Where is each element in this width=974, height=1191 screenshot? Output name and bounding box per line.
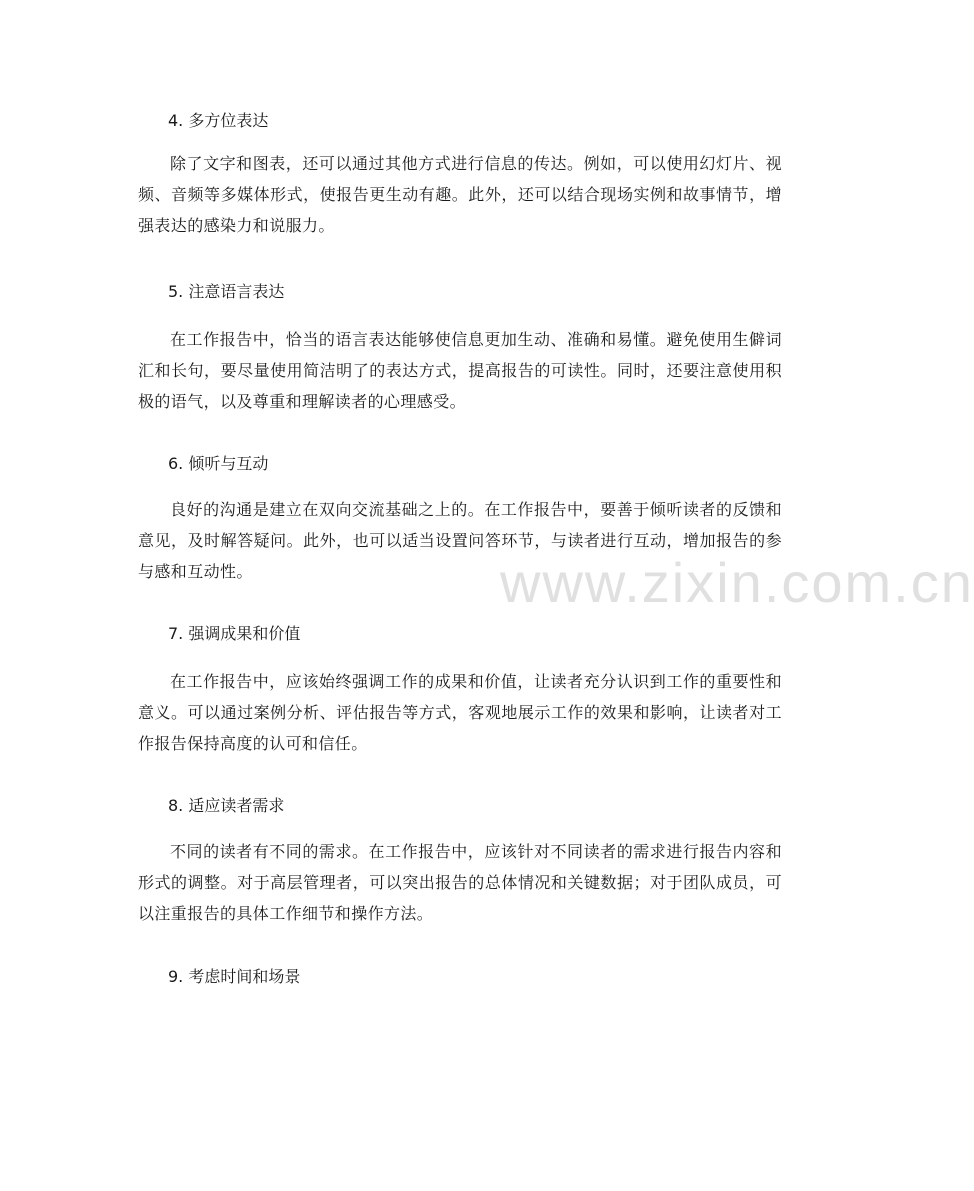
section-heading-9: 9. 考虑时间和场景 bbox=[168, 967, 301, 986]
watermark: www.zixin.com.cn bbox=[500, 551, 974, 614]
section-paragraph-6: 良好的沟通是建立在双向交流基础之上的。在工作报告中，要善于倾听读者的反馈和意见，及时解答疑问。此外，也可以适当设置问答环节，与读者进行互动，增加报告的参与感和互动性。 bbox=[138, 500, 782, 581]
section-heading-6: 6. 倾听与互动 bbox=[168, 454, 269, 473]
section-paragraph-5: 在工作报告中，恰当的语言表达能够使信息更加生动、准确和易懂。避免使用生僻词汇和长句，要尽量使用简洁明了的表达方式，提高报告的可读性。同时，还要注意使用积极的语气，以及尊重和理解读者的心理感受。 bbox=[138, 330, 782, 411]
section-heading-8: 8. 适应读者需求 bbox=[168, 796, 285, 815]
section-paragraph-4: 除了文字和图表，还可以通过其他方式进行信息的传达。例如，可以使用幻灯片、视频、音频等多媒体形式，使报告更生动有趣。此外，还可以结合现场实例和故事情节，增强表达的感染力和说服力。 bbox=[138, 154, 782, 235]
section-heading-7: 7. 强调成果和价值 bbox=[168, 624, 301, 643]
section-paragraph-8: 不同的读者有不同的需求。在工作报告中，应该针对不同读者的需求进行报告内容和形式的调整。对于高层管理者，可以突出报告的总体情况和关键数据；对于团队成员，可以注重报告的具体工作细节和操作方法。 bbox=[138, 842, 782, 923]
section-heading-5: 5. 注意语言表达 bbox=[168, 282, 285, 301]
section-heading-4: 4. 多方位表达 bbox=[168, 111, 269, 130]
section-paragraph-7: 在工作报告中，应该始终强调工作的成果和价值，让读者充分认识到工作的重要性和意义。可以通过案例分析、评估报告等方式，客观地展示工作的效果和影响，让读者对工作报告保持高度的认可和信任。 bbox=[138, 672, 782, 753]
